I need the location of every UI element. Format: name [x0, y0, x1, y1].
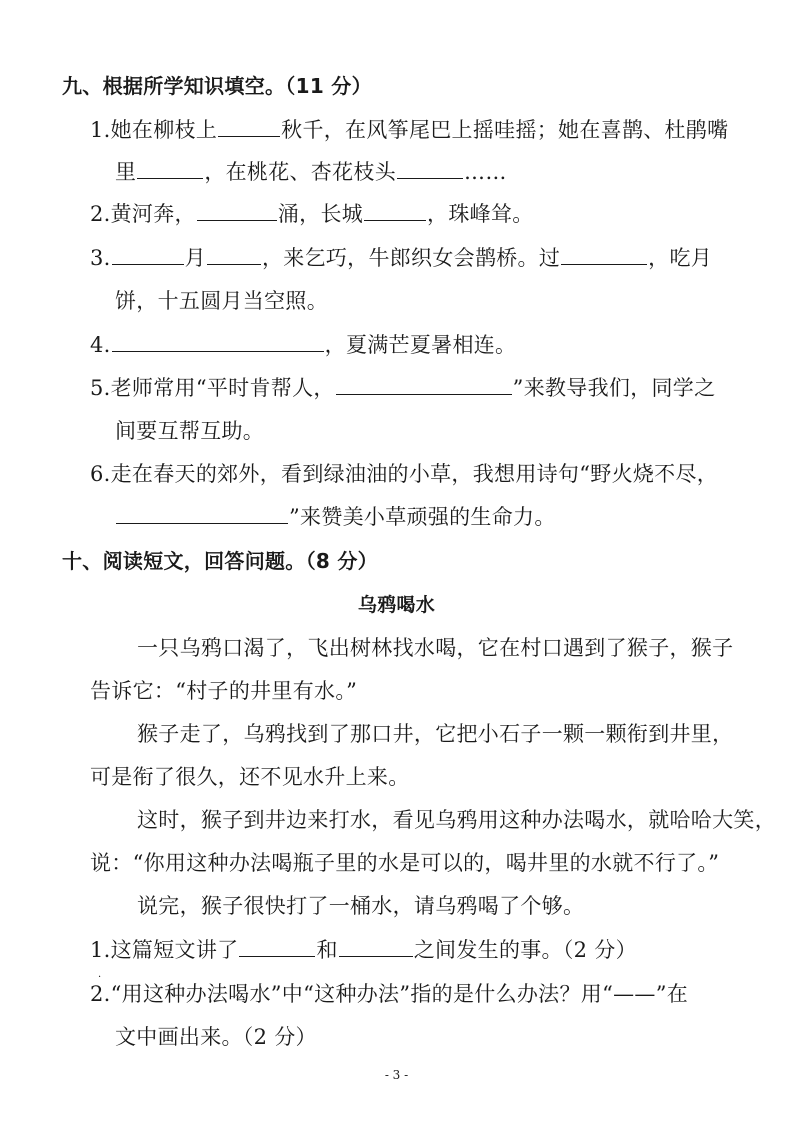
answer-blank[interactable] [112, 244, 184, 265]
answer-blank[interactable] [336, 374, 512, 395]
passage-title: 乌鸦喝水 [357, 594, 436, 616]
passage-paragraph: 可是衔了很久，还不见水升上来。 [90, 765, 410, 789]
answer-blank[interactable] [137, 158, 203, 179]
question-text: 文中画出来。（2 分） [115, 1025, 317, 1049]
passage-paragraph: 说：“你用这种办法喝瓶子里的水是可以的，喝井里的水就不行了。” [90, 851, 720, 875]
question-text: 涌，长城 [277, 202, 364, 226]
question-text: 1.这篇短文讲了 [90, 938, 239, 962]
question-text: 月 [184, 246, 206, 270]
question-text: ，珠峰耸。 [427, 202, 534, 226]
question-text: 秋千，在风筝尾巴上摇哇摇；她在喜鹊、杜鹃嘴 [281, 118, 729, 142]
section-10-title: 十、阅读短文，回答问题。（8 分） [62, 549, 378, 573]
page-number: - 3 - [384, 1068, 409, 1082]
question-10-2 [90, 980, 688, 1008]
answer-blank[interactable] [239, 936, 315, 957]
question-text: 之间发生的事。（2 分） [413, 938, 637, 962]
question-text: ，吃月 [648, 246, 713, 270]
question-9-6-cont [115, 503, 556, 531]
question-9-2 [90, 200, 534, 228]
question-text: ，来乞巧，牛郎织女会鹊桥。过 [261, 246, 561, 270]
question-text: 5.老师常用“平时肯帮人， [90, 376, 335, 400]
question-9-3-cont [115, 287, 328, 315]
question-text: ”来赞美小草顽强的生命力。 [289, 505, 556, 529]
question-10-1 [90, 936, 637, 964]
answer-blank[interactable] [197, 200, 277, 221]
question-text: 1.她在柳枝上 [90, 118, 218, 142]
section-9-title: 九、根据所学知识填空。（11 分） [62, 74, 372, 98]
answer-blank[interactable] [364, 200, 426, 221]
stray-mark: · [98, 972, 102, 983]
answer-blank[interactable] [218, 116, 280, 137]
answer-blank[interactable] [112, 331, 324, 352]
answer-blank[interactable] [116, 503, 288, 524]
question-text: 饼，十五圆月当空照。 [115, 289, 328, 313]
passage-paragraph: 说完，猴子很快打了一桶水，请乌鸦喝了个够。 [137, 894, 585, 918]
answer-blank[interactable] [207, 244, 261, 265]
question-10-2-cont [115, 1023, 317, 1051]
passage-paragraph: 这时，猴子到井边来打水，看见乌鸦用这种办法喝水，就哈哈大笑， [137, 808, 776, 832]
question-text: 3. [90, 246, 111, 270]
question-9-5-cont [115, 417, 264, 445]
passage-paragraph: 告诉它：“村子的井里有水。” [90, 679, 358, 703]
question-text: 6.走在春天的郊外，看到绿油油的小草，我想用诗句“野火烧不尽， [90, 462, 719, 486]
question-text: 2.黄河奔， [90, 202, 196, 226]
question-text: ，在桃花、杏花枝头 [204, 160, 397, 184]
question-9-1 [90, 116, 728, 144]
answer-blank[interactable] [397, 158, 463, 179]
question-text: 和 [316, 938, 338, 962]
question-text: 4. [90, 333, 111, 357]
question-text: 间要互帮互助。 [115, 419, 265, 443]
question-text: 2.“用这种办法喝水”中“这种办法”指的是什么办法？用“——”在 [90, 982, 689, 1006]
question-9-5 [90, 374, 715, 402]
question-9-3 [90, 244, 712, 272]
question-9-1-cont [115, 158, 507, 186]
question-text: ，夏满芒夏暑相连。 [324, 333, 517, 357]
question-text: …… [464, 160, 507, 184]
passage-paragraph: 一只乌鸦口渴了，飞出树林找水喝，它在村口遇到了猴子，猴子 [137, 636, 734, 660]
question-9-4 [90, 331, 516, 359]
answer-blank[interactable] [561, 244, 647, 265]
question-9-6 [90, 460, 718, 488]
answer-blank[interactable] [339, 936, 413, 957]
question-text: ”来教导我们，同学之 [512, 376, 716, 400]
passage-paragraph: 猴子走了，乌鸦找到了那口井，它把小石子一颗一颗衔到井里， [137, 722, 734, 746]
question-text: 里 [115, 160, 137, 184]
